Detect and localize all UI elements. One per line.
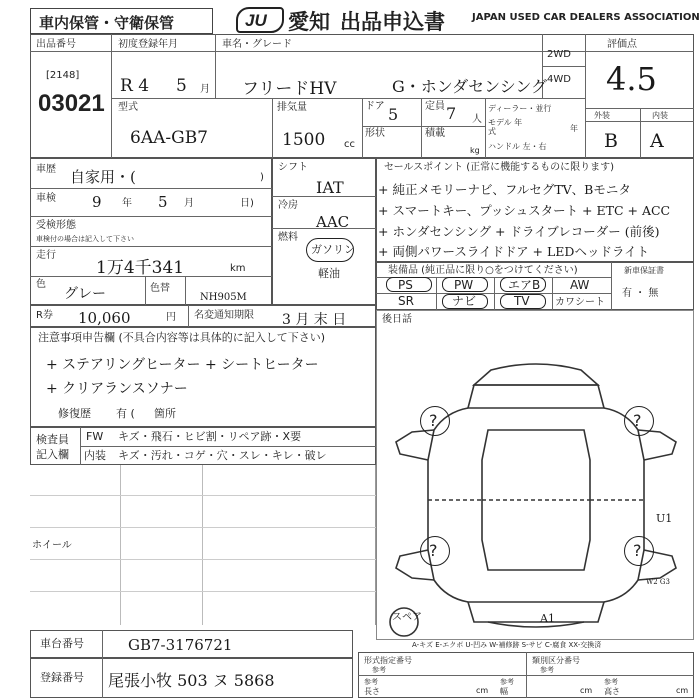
plate-number: 尾張小牧 503 ヌ 5868 [108,671,275,690]
equip-airbag: エアB [508,278,541,292]
sales-line-3: + ホンダセンシング + ドライブレコーダー (前後) [378,224,660,239]
aircon-label: 冷房 [278,200,298,211]
interior-label: 内装 [84,449,106,462]
brand-name: 愛知 [288,10,330,34]
drive-4wd: 4WD [547,74,571,85]
model-code-label: 型式 [118,102,138,113]
storage-badge [30,8,213,34]
notice-label: 注意事項申告欄 (不具合内容等は具体的に記入して下さい) [38,331,326,344]
storage-badge-text: 車内保管・守衛保管 [39,14,175,32]
mark-w2: W2 G3 [646,578,670,586]
handle-label: ハンドル 左・右 [488,142,547,151]
shift-value: IAT [316,178,344,197]
capacity-label: 定員 [425,101,445,112]
lot-number-label: 出品番号 [36,39,76,50]
height-label: 高さ [604,687,620,696]
lot-number: 03021 [38,90,105,117]
fuel-diesel: 軽油 [318,267,340,280]
inspector-label: 検査員 記入欄 [36,433,69,461]
fuel-label: 燃料 [278,232,298,243]
width-label: 幅 [500,687,508,696]
wheel-note: ホイール [32,540,72,551]
cert-number-label: 形式指定番号 [364,656,412,665]
length-label: 長さ [364,687,380,696]
equip-circle-ps [386,277,432,292]
cert-ref: 参考 [372,666,386,674]
chassis-number: GB7-3176721 [128,636,233,654]
fw-codes: キズ・飛石・ヒビ割・リペア跡・X要 [118,430,302,443]
exterior-grade-label: 外装 [594,111,610,120]
exterior-grade: B [604,130,618,152]
interior-grade: A [650,130,664,152]
recycle-label: R券 [36,310,53,321]
notice-line-2: + クリアランスソナー [46,381,188,397]
mileage-value: 1万4千341 [96,258,185,278]
displacement-unit: cc [344,139,355,150]
inspection-label: 車検 [36,193,56,204]
sales-line-1: + 純正メモリーナビ、フルセグTV、Bモニタ [378,182,631,197]
equip-circle-airbag [500,277,546,292]
capacity-value: 7 [446,104,457,123]
first-registration-label: 初度登録年月 [118,39,178,50]
mark-u1: U1 [656,512,673,525]
equip-aw: AW [570,278,590,292]
warranty-label: 新車保証書 [624,266,664,275]
fw-label: FW [86,430,104,443]
memo-grid [30,465,376,625]
doors-label: ドア [365,101,385,112]
equipment-label: 装備品 (純正品に限り○をつけてください) [388,265,578,276]
class-ref: 参考 [540,666,554,674]
history-label: 車歴 [36,164,56,175]
aircon-value: AAC [316,213,350,231]
equip-navi: ナビ [452,294,477,308]
association-name: JAPAN USED CAR DEALERS ASSOCIATION [472,12,700,23]
shift-label: シフト [278,162,308,173]
score-label: 評価点 [607,39,637,50]
registration-month-unit: 月 [200,84,210,95]
capacity-unit: 人 [472,114,482,125]
repair-value: 有 ( [116,407,135,420]
interior-codes: キズ・汚れ・コゲ・穴・スレ・キレ・破レ [118,449,327,462]
model-name: フリードHV [242,79,337,99]
recycle-value: 10,060 [78,309,131,327]
equip-sr: SR [398,294,414,308]
model-grade-label: 車名・グレード [222,39,292,50]
registration-year: R 4 [120,76,150,96]
recycle-unit: 円 [166,312,176,323]
sales-line-4: + 両側パワースライドドア + LEDヘッドライト [378,244,650,259]
inspection-year: 9 [92,193,102,211]
length-unit: cm [476,686,489,695]
history-value: 自家用・( [70,168,136,186]
fuel-petrol: ガソリン [311,243,355,256]
chassis-label: 車台番号 [40,637,84,650]
length-ref: 参考 [364,678,378,686]
plate-label: 登録番号 [40,671,84,684]
sales-points-label: セールスポイント (正常に機能するものに限ります) [384,162,615,173]
equip-circle-tv [500,294,546,309]
tire-front-left: ? [420,406,450,436]
acquisition-note: 車検付の場合は記入して下さい [36,235,134,243]
displacement-label: 排気量 [277,102,307,113]
form-title: 出品申込書 [340,10,445,34]
body-shape-label: 形状 [365,128,385,139]
equip-leather: カワシート [555,297,605,308]
color-change-label: 色替 [150,283,170,294]
doors-value: 5 [388,105,399,124]
height-unit: cm [676,686,689,695]
height-ref: 参考 [604,678,618,686]
evaluation-score: 4.5 [606,60,657,98]
spare-label: スペア [392,612,422,623]
damage-legend: A-キズ E-エクボ U-凹み W-補修跡 S-サビ C-腐食 XX-交換済 [412,641,602,649]
color-value: グレー [64,286,106,302]
notice-line-1: + ステアリングヒーター + シートヒーター [46,357,319,373]
acquisition-label: 受検形態 [36,220,76,231]
year-model-unit: 年 [570,124,578,133]
history-close: ) [260,172,264,183]
equip-ps: PS [398,278,413,292]
inspection-month: 5 [158,193,168,211]
width-ref: 参考 [500,678,514,686]
displacement-value: 1500 [282,130,326,150]
load-unit: kg [470,146,480,155]
grade-name: G・ホンダセンシング [392,77,548,96]
memo-label: 後日話 [382,314,412,325]
tire-rear-right: ? [624,536,654,566]
name-change-value: 3 月 末 日 [282,312,347,328]
class-number-label: 類別区分番号 [532,656,580,665]
lot-bracket: [2148] [46,70,80,81]
equip-circle-pw [442,277,488,292]
registration-month: 5 [176,76,187,96]
name-change-label: 名変通知期限 [194,310,254,321]
equip-pw: PW [454,278,474,292]
load-label: 積載 [425,128,445,139]
inspection-month-unit: 月 [184,198,194,209]
year-model-label: モデル 年式 [488,118,523,136]
car-diagram [376,330,694,640]
sales-line-2: + スマートキー、プッシュスタート + ETC + ACC [378,203,671,218]
warranty-value: 有 ・ 無 [622,288,659,299]
equip-tv: TV [514,294,530,308]
repair-label: 修復歴 [58,407,91,420]
mark-a1: A1 [540,612,555,625]
interior-grade-label: 内装 [652,111,668,120]
mileage-unit: km [230,263,246,274]
tire-rear-left: ? [420,536,450,566]
mileage-label: 走行 [36,250,56,261]
tire-front-right: ? [624,406,654,436]
model-code: 6AA-GB7 [130,128,209,148]
color-code: NH905M [200,292,247,303]
width-unit: cm [580,686,593,695]
ju-logo: JU [236,7,284,33]
inspection-year-unit: 年 [122,198,132,209]
inspection-day-unit: 日) [240,198,254,209]
dealer-label: ディーラー・並行 [488,104,552,113]
drive-2wd: 2WD [547,49,571,60]
equip-circle-navi [442,294,488,309]
repair-count-unit: 箇所 [154,407,176,420]
color-label: 色 [36,279,46,290]
